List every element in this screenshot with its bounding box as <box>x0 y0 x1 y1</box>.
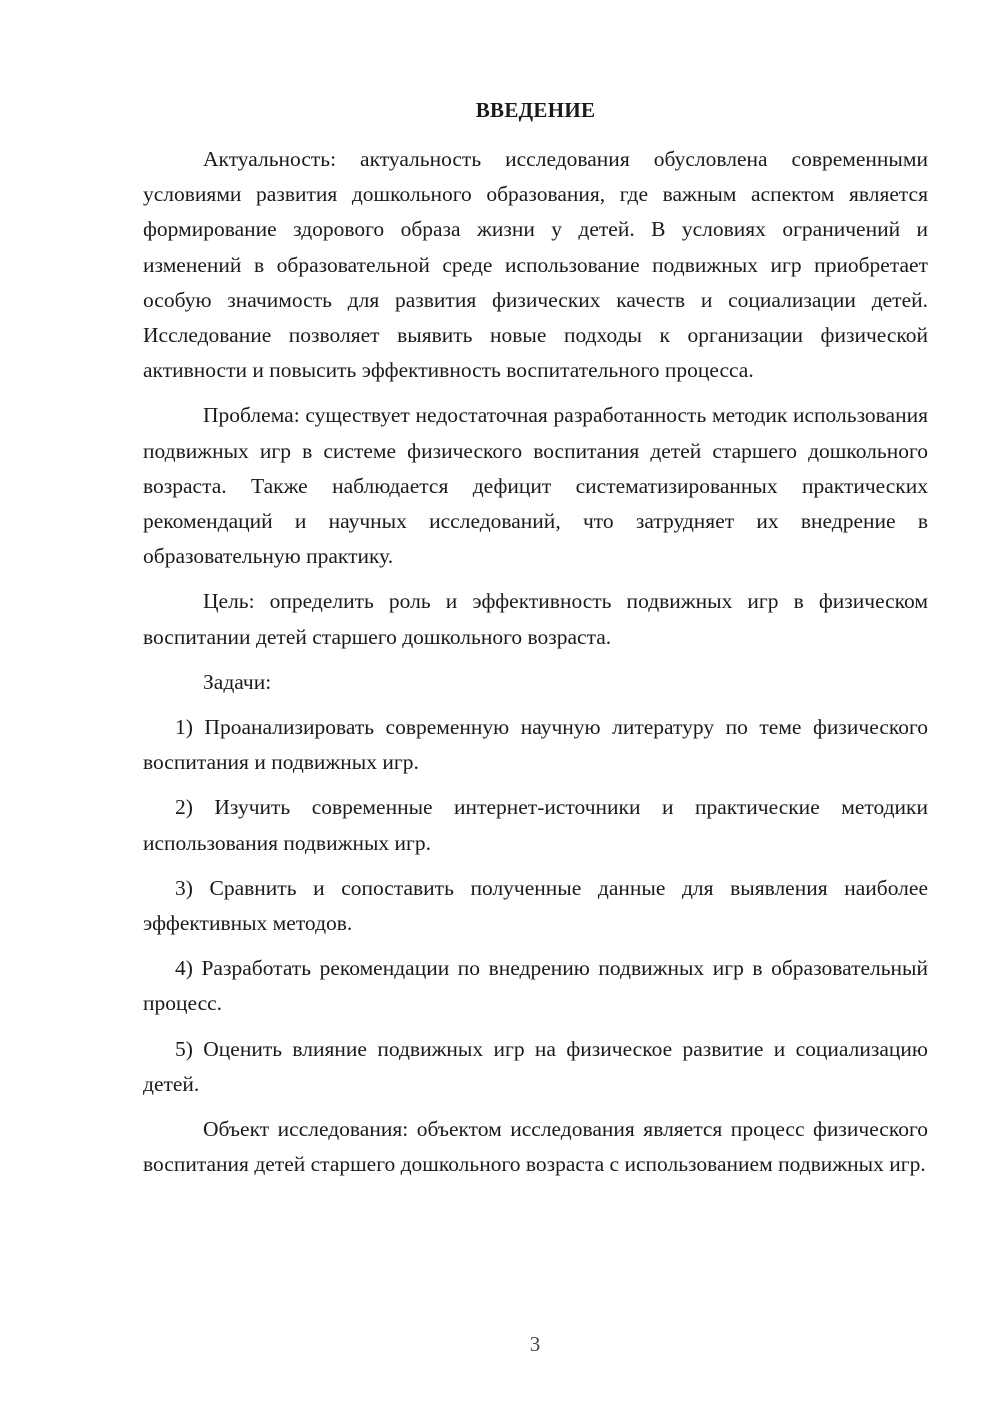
relevance-paragraph: Актуальность: актуальность исследования обусловлена современными условиями развития дошкольного образования, где важным аспектом является формирование здорового образа жизни у детей. В условиях ограничений и изменений в образовательной среде использование подвижных игр приобретает особую значимость для развития физических качеств и социализации детей. Исследование позволяет выявить новые подходы к организации физической активности и повысить эффективность воспитательного процесса. <box>143 147 928 383</box>
object-paragraph: Объект исследования: объектом исследования является процесс физического воспитания детей старшего дошкольного возраста с использованием подвижных игр. <box>143 1117 928 1177</box>
task-item: 3) Сравнить и сопоставить полученные данные для выявления наиболее эффективных методов. <box>143 875 928 936</box>
tasks-list <box>143 710 928 1102</box>
page-number: 3 <box>529 1332 541 1356</box>
task-item: 4) Разработать рекомендации по внедрению подвижных игр в образовательный процесс. <box>143 956 928 1016</box>
task-item: 1) Проанализировать современную научную литературу по теме физического воспитания и подвижных игр. <box>143 715 928 775</box>
document-page <box>143 95 928 1182</box>
task-item: 2) Изучить современные интернет-источники и практические методики использования подвижных игр. <box>143 795 928 855</box>
goal-paragraph: Цель: определить роль и эффективность подвижных игр в физическом воспитании детей старшего дошкольного возраста. <box>143 589 928 649</box>
page-title: ВВЕДЕНИЕ <box>475 98 596 122</box>
task-item: 5) Оценить влияние подвижных игр на физическое развитие и социализацию детей. <box>143 1036 928 1096</box>
tasks-label: Задачи: <box>203 669 272 694</box>
problem-paragraph: Проблема: существует недостаточная разработанность методик использования подвижных игр в системе физического воспитания детей старшего дошкольного возраста. Также наблюдается дефицит систематизированных практических рекомендаций и научных исследований, что затрудняет их внедрение в образовательную практику. <box>143 403 928 569</box>
